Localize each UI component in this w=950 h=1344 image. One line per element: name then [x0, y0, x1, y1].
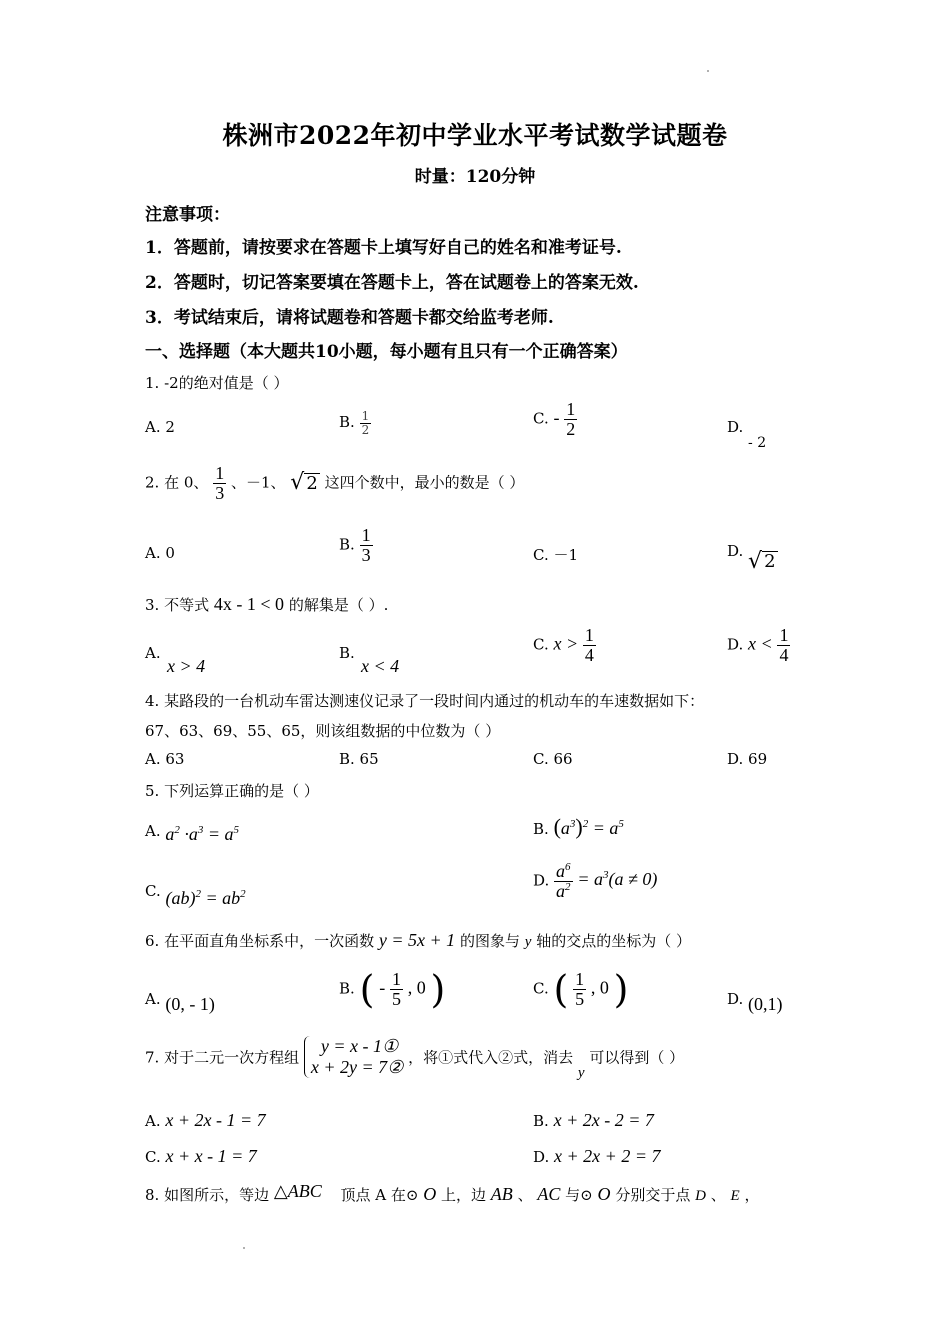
triangle-symbol: △ABC	[273, 1181, 322, 1201]
fraction	[564, 400, 577, 439]
q1-option-a: A. 2	[145, 418, 175, 436]
option-label: C.	[533, 635, 549, 654]
q4-option-b: B. 65	[339, 750, 379, 768]
option-value: - 2	[748, 435, 767, 451]
option-label: C.	[533, 979, 549, 998]
denominator: $a^2$	[556, 880, 571, 901]
function-expression: y = 5x + 1	[378, 930, 456, 950]
q3-option-d	[727, 626, 790, 665]
inequality: 4x - 1 < 0	[213, 594, 285, 614]
denominator: 5	[391, 988, 401, 1009]
option-math: x + 2x + 2 = 7	[554, 1146, 661, 1166]
q2-option-a: A. 0	[145, 544, 175, 562]
option-label: C.	[533, 409, 549, 428]
option-label: B.	[339, 644, 355, 662]
option-label: D.	[533, 1148, 550, 1166]
equation-1: y = x - 1①	[320, 1036, 399, 1056]
question-6-stem	[145, 930, 691, 951]
numerator: 1	[361, 525, 371, 545]
fraction	[390, 970, 403, 1009]
option-math: x <	[748, 633, 773, 654]
option-math: $a^2 \cdot a^3 = a^5$	[165, 824, 240, 844]
variable: y	[577, 1065, 585, 1081]
q7-option-a	[145, 1110, 266, 1131]
segment-ac: AC	[537, 1184, 561, 1204]
q4-option-d: D. 69	[727, 750, 768, 768]
denominator: 3	[361, 544, 371, 565]
stem-text: 3. 不等式	[145, 596, 210, 614]
fraction	[360, 410, 372, 436]
point-d: D	[695, 1188, 706, 1204]
q5-option-d	[533, 862, 657, 901]
option-math: x >	[553, 633, 579, 654]
fraction	[573, 970, 586, 1009]
fraction	[213, 464, 226, 503]
option-label: D.	[533, 871, 550, 890]
stem-text: 2. 在 0、	[145, 473, 209, 492]
stem-text: 可以得到（ ）	[589, 1048, 685, 1067]
option-math: , 0	[407, 977, 426, 998]
segment-ab: AB	[490, 1184, 513, 1204]
option-math: x + x - 1 = 7	[165, 1146, 257, 1166]
point-e: E	[730, 1188, 740, 1204]
numerator: 1	[566, 399, 576, 419]
radicand: 2	[306, 472, 318, 494]
option-label: C.	[145, 882, 161, 900]
notice-heading: 注意事项：	[145, 205, 230, 225]
notice-item: 2．答题时，切记答案要填在答题卡上，答在试题卷上的答案无效.	[145, 273, 639, 293]
stem-text: 轴的交点的坐标为（ ）	[536, 932, 691, 950]
option-label: B.	[533, 820, 549, 838]
q2-option-c: C. －1	[533, 546, 579, 564]
denominator: 2	[361, 422, 370, 437]
notice-item: 1．答题前，请按要求在答题卡上填写好自己的姓名和准考证号.	[145, 238, 622, 258]
numerator: 1	[779, 625, 789, 645]
numerator: 1	[391, 969, 401, 989]
option-label: D.	[727, 635, 744, 654]
denominator: 3	[215, 482, 225, 503]
right-paren: )	[613, 967, 629, 1012]
variable: y	[524, 934, 532, 950]
option-label: A.	[145, 822, 161, 840]
option-label: A.	[145, 990, 161, 1008]
q2-option-d	[727, 542, 778, 573]
option-math: x + 2x - 2 = 7	[553, 1110, 654, 1130]
option-label: A.	[145, 644, 161, 662]
option-label: D.	[727, 990, 744, 1008]
option-math: x > 4	[167, 656, 206, 676]
q5-option-b	[533, 814, 624, 840]
q6-option-d	[727, 988, 783, 1014]
question-1-stem: 1. -2的绝对值是（ ）	[145, 374, 289, 392]
stem-text: 8. 如图所示，等边	[145, 1186, 270, 1204]
fraction	[583, 626, 596, 665]
q6-option-b	[339, 967, 446, 1012]
q1-option-d	[727, 418, 767, 451]
notice-item: 3．考试结束后，请将试题卷和答题卡都交给监考老师.	[145, 308, 554, 328]
equation-system	[304, 1036, 403, 1078]
left-paren: (	[553, 967, 569, 1012]
q1-option-c	[533, 400, 577, 439]
option-math: $(a^3)^2 = a^5$	[553, 814, 624, 839]
circle-name: O	[597, 1184, 611, 1204]
stem-text: 顶点 A 在⊙	[340, 1186, 419, 1204]
q6-option-a	[145, 988, 215, 1014]
option-math: (0, - 1)	[165, 994, 215, 1014]
stem-text: 、	[517, 1186, 533, 1204]
denominator: 4	[779, 644, 789, 665]
option-label: D.	[727, 542, 744, 560]
stem-text: 6. 在平面直角坐标系中，一次函数	[145, 932, 375, 950]
q7-option-d	[533, 1146, 660, 1167]
denominator: 5	[575, 988, 585, 1009]
question-5-stem: 5. 下列运算正确的是（ ）	[145, 782, 319, 800]
q2-option-b	[339, 526, 373, 565]
numerator: 1	[584, 625, 594, 645]
option-math: , 0	[590, 977, 609, 998]
left-paren: (	[359, 967, 375, 1012]
stem-text: 、－1、	[230, 473, 286, 492]
q4-option-c: C. 66	[533, 750, 573, 768]
stem-text: 、	[710, 1186, 726, 1204]
q7-option-c	[145, 1146, 257, 1167]
scan-dot	[243, 1247, 245, 1249]
q1-option-b	[339, 410, 371, 436]
stem-text: 上，边	[441, 1186, 487, 1204]
fraction	[554, 862, 573, 901]
stem-text: 的图象与	[459, 932, 520, 950]
numerator: $a^6$	[556, 861, 571, 881]
option-math: (0,1)	[748, 994, 783, 1014]
question-3-stem	[145, 594, 388, 615]
denominator: 4	[584, 644, 594, 665]
stem-text: 7. 对于二元一次方程组	[145, 1048, 300, 1067]
option-label: C.	[145, 1148, 161, 1166]
q3-option-a	[145, 644, 206, 683]
minus-sign: -	[379, 977, 386, 998]
question-2-stem	[145, 464, 524, 503]
circle-name: O	[423, 1184, 437, 1204]
q3-option-c	[533, 626, 596, 665]
minus-sign: -	[553, 407, 560, 428]
numerator: 1	[575, 969, 585, 989]
option-label: A.	[145, 1112, 161, 1130]
fraction	[777, 626, 790, 665]
option-label: B.	[339, 413, 355, 432]
q5-option-a	[145, 820, 240, 844]
numerator: 1	[361, 409, 370, 423]
numerator: 1	[215, 463, 225, 483]
stem-text: 这四个数中，最小的数是（ ）	[324, 473, 525, 492]
q7-option-b	[533, 1110, 654, 1131]
exam-duration: 时量：120分钟	[414, 167, 536, 187]
option-math: x < 4	[361, 656, 400, 676]
fraction	[360, 526, 373, 565]
scan-dot	[707, 70, 709, 72]
q5-option-c	[145, 880, 246, 908]
question-4-stem-cont: 67、63、69、55、65，则该组数据的中位数为（ ）	[145, 722, 501, 740]
radical-sign: √	[290, 470, 305, 496]
equation-2: x + 2y = 7②	[310, 1057, 404, 1077]
q6-option-c	[533, 967, 629, 1012]
stem-text: 与⊙	[565, 1186, 593, 1204]
option-math: x + 2x - 1 = 7	[165, 1110, 266, 1130]
question-7-stem	[145, 1036, 684, 1082]
section-heading: 一、选择题（本大题共10小题，每小题有且只有一个正确答案）	[145, 342, 628, 362]
stem-text: 分别交于点	[615, 1186, 691, 1204]
question-4-stem: 4. 某路段的一台机动车雷达测速仪记录了一段时间内通过的机动车的车速数据如下：	[145, 692, 705, 710]
stem-text: ，将①式代入②式，消去	[408, 1048, 574, 1067]
radical-sign: √	[748, 549, 763, 574]
q4-option-a: A. 63	[145, 750, 185, 768]
option-label: B.	[339, 535, 355, 554]
option-math: = $a^3(a \ne 0)$	[577, 869, 658, 890]
stem-text: ，	[744, 1186, 760, 1204]
denominator: 2	[566, 418, 576, 439]
option-math: $(ab)^2 = ab^2$	[165, 888, 246, 908]
option-label: D.	[727, 418, 744, 436]
option-label: B.	[533, 1112, 549, 1130]
right-paren: )	[430, 967, 446, 1012]
square-root	[290, 472, 319, 494]
page-title: 株洲市2022年初中学业水平考试数学试题卷	[222, 121, 728, 150]
question-8-stem	[145, 1181, 760, 1205]
stem-text: 的解集是（ ）.	[288, 596, 389, 614]
square-root	[748, 551, 777, 573]
option-label: B.	[339, 979, 355, 998]
q3-option-b	[339, 644, 400, 683]
radicand: 2	[764, 551, 776, 573]
